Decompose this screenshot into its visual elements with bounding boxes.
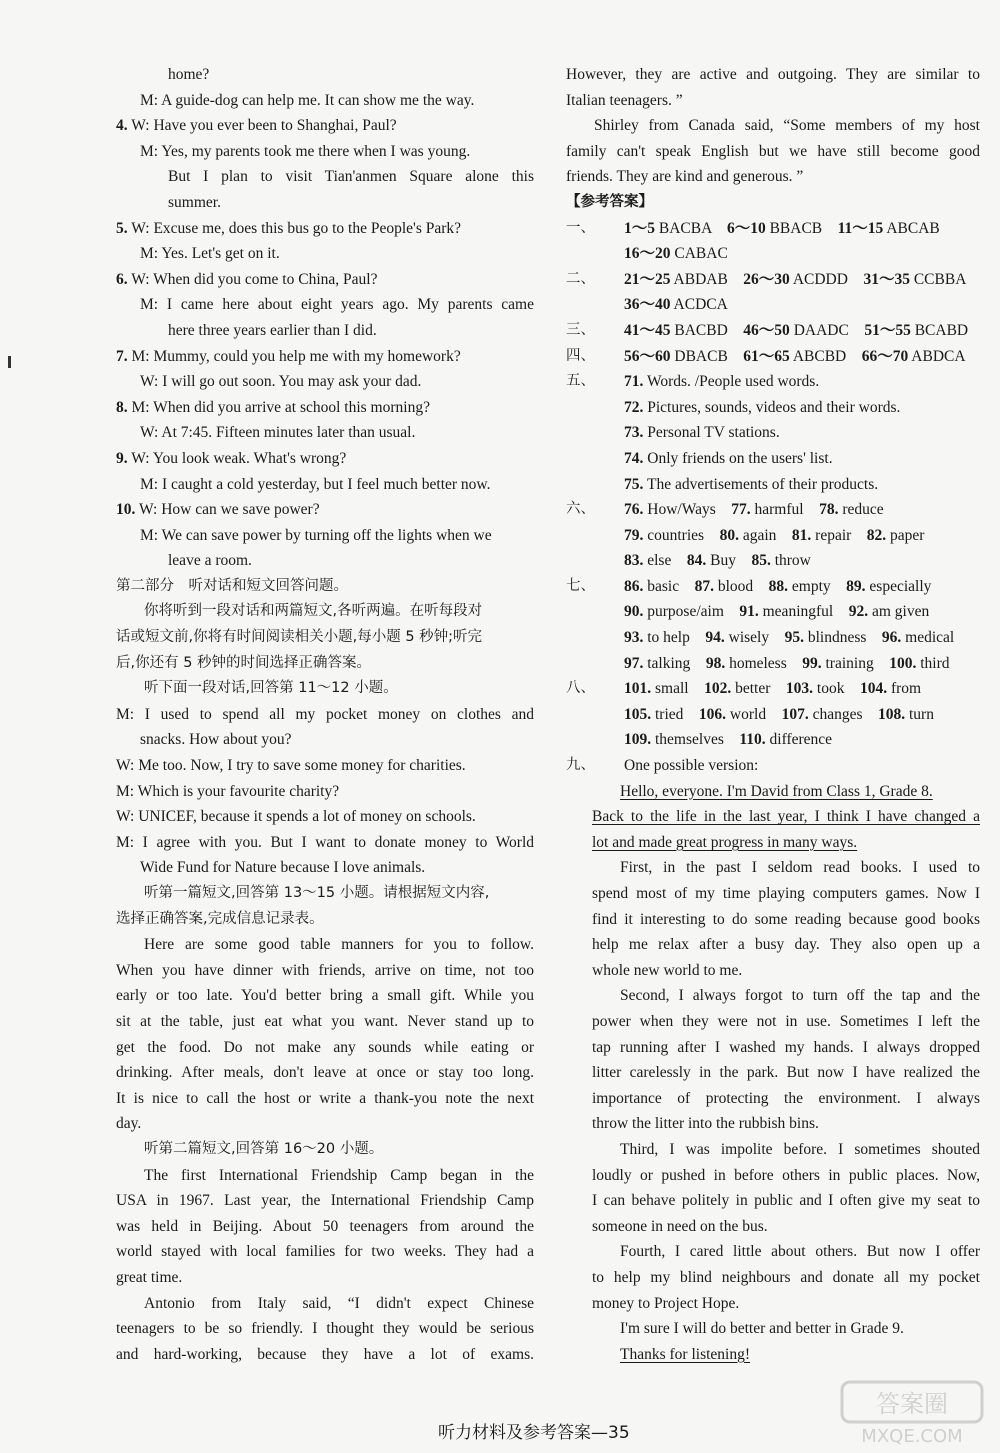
line-text: Shirley from Canada said, “Some members of my host <box>594 117 980 135</box>
text-line <box>592 804 980 830</box>
answer-row <box>566 599 980 625</box>
answer-row <box>566 292 980 318</box>
section-number: 二、 <box>566 270 595 287</box>
text-line <box>116 369 534 395</box>
section-number <box>566 548 624 574</box>
line-text: M: I caught a cold yesterday, but I feel much better now. <box>140 475 491 493</box>
answer-row <box>566 369 980 395</box>
line-text: spend most of my time playing computers games. Now I <box>592 885 980 902</box>
text-line <box>592 779 980 805</box>
line-text: importance of protecting the environment. I always <box>592 1089 980 1107</box>
answer-row <box>566 344 980 370</box>
answer-items: 86. basic 87. blood 88. empty 89. especially <box>624 577 932 595</box>
line-text: world stayed with local families for two weeks. They had a <box>116 1243 534 1261</box>
text-line <box>116 113 534 139</box>
line-text: M: Yes. Let's get on it. <box>140 245 280 263</box>
text-line <box>116 1291 534 1317</box>
section-number <box>566 292 624 318</box>
text-line <box>116 779 534 805</box>
text-line <box>592 1137 980 1163</box>
text-line <box>592 1265 980 1291</box>
line-text: 第二部分 听对话和短文回答问题。 <box>116 577 348 594</box>
line-text: money to Project Hope. <box>592 1294 740 1312</box>
left-column <box>116 62 534 1367</box>
line-text: M: I used to spend all my pocket money on clothes and <box>116 705 534 723</box>
text-line <box>116 907 534 933</box>
answer-items: 83. else 84. Buy 85. throw <box>624 552 811 570</box>
answer-row <box>566 548 980 574</box>
answer-row <box>566 625 980 651</box>
answer-items: 109. themselves 110. difference <box>624 731 833 749</box>
section-number <box>566 599 624 625</box>
line-text: day. <box>116 1115 142 1133</box>
text-line <box>116 932 534 958</box>
line-text: 听下面一段对话,回答第 11～12 小题。 <box>144 680 398 697</box>
line-text: here three years earlier than I did. <box>168 321 377 339</box>
text-line <box>116 1086 534 1112</box>
question-number: 4. <box>116 117 128 135</box>
text-line <box>592 958 980 984</box>
line-text: M: I agree with you. But I want to donate money to World <box>116 833 534 851</box>
line-text: Wide Fund for Nature because I love animals. <box>140 859 426 877</box>
watermark-logo <box>840 1378 990 1448</box>
line-text: M: We can save power by turning off the lights when we <box>140 526 492 544</box>
section-number: 九、 <box>566 757 595 774</box>
section-number: 八、 <box>566 680 595 697</box>
text-line <box>116 1163 534 1189</box>
text-line <box>592 1111 980 1137</box>
sample-essay <box>566 779 980 1368</box>
answer-items: 41～45 BACBD 46～50 DAADC 51～55 BCABD <box>624 321 969 339</box>
text-line <box>116 702 534 728</box>
line-text: help me relax after a busy day. They also open up a <box>592 936 980 954</box>
text-line <box>116 1342 534 1368</box>
line-text: M: Which is your favourite charity? <box>116 782 340 800</box>
line-text: Back to the life in the last year, I think I have changed a <box>592 808 980 826</box>
answer-items: 71. Words. /People used words. <box>624 373 820 391</box>
answer-row <box>566 702 980 728</box>
text-line <box>116 1316 534 1342</box>
question-number: 5. <box>116 219 128 237</box>
text-line <box>592 1009 980 1035</box>
line-text: W: Have you ever been to Shanghai, Paul? <box>127 117 397 135</box>
answer-items: One possible version: <box>624 757 759 775</box>
line-text: Hello, everyone. I'm David from Class 1, Grade 8. <box>620 782 933 800</box>
question-number: 6. <box>116 270 128 288</box>
text-line <box>592 1086 980 1112</box>
line-text: M: Mummy, could you help me with my homework? <box>127 347 461 365</box>
text-line <box>592 1342 980 1368</box>
line-text: 听第二篇短文,回答第 16～20 小题。 <box>144 1140 384 1157</box>
line-text: W: UNICEF, because it spends a lot of money on schools. <box>116 808 476 826</box>
text-line <box>592 881 980 907</box>
text-line <box>116 1137 534 1163</box>
line-text: Italian teenagers. ” <box>566 91 683 109</box>
line-text: W: How can we save power? <box>135 501 320 519</box>
line-text: First, in the past I seldom read books. I used to <box>620 859 980 877</box>
text-line <box>116 958 534 984</box>
text-line <box>116 216 534 242</box>
svg-text:MXQE.COM: MXQE.COM <box>861 1426 963 1447</box>
text-line <box>116 983 534 1009</box>
text-line <box>116 1035 534 1061</box>
answer-items: 101. small 102. better 103. took 104. from <box>624 680 922 698</box>
line-text: 后,你还有 5 秒钟的时间选择正确答案。 <box>116 654 372 671</box>
answer-key <box>566 216 980 779</box>
section-number <box>566 651 624 677</box>
line-text: 话或短文前,你将有时间阅读相关小题,每小题 5 秒钟;听完 <box>116 629 483 646</box>
section-number: 六、 <box>566 501 595 518</box>
line-text: M: A guide-dog can help me. It can show me the way. <box>140 91 475 109</box>
question-number: 9. <box>116 449 128 467</box>
line-text: whole new world to me. <box>592 961 743 979</box>
line-text: early or too late. You'd better bring a small gift. While you <box>116 987 534 1005</box>
line-text: W: You look weak. What's wrong? <box>127 449 347 467</box>
text-line <box>592 830 980 856</box>
line-text: home? <box>168 66 210 83</box>
text-line <box>566 88 980 114</box>
section-number: 七、 <box>566 577 595 594</box>
line-text: throw the litter into the rubbish bins. <box>592 1115 819 1133</box>
text-line <box>116 344 534 370</box>
listening-text-continued <box>566 62 980 190</box>
line-text: M: I came here about eight years ago. My parents came <box>140 296 534 314</box>
text-line <box>116 830 534 856</box>
answer-row <box>566 446 980 472</box>
answer-row <box>566 727 980 753</box>
section-number <box>566 472 624 498</box>
question-number: 8. <box>116 398 128 416</box>
line-text: get the food. Do not make any sounds while eating or <box>116 1038 534 1056</box>
margin-mark <box>8 356 11 368</box>
text-line <box>116 651 534 677</box>
answer-items: 105. tried 106. world 107. changes 108. turn <box>624 705 934 723</box>
answer-items: 90. purpose/aim 91. meaningful 92. am given <box>624 603 930 621</box>
line-text: tap running after I washed my hands. I always dropped <box>592 1038 980 1056</box>
line-text: loudly or pushed in before others in public places. Now, <box>592 1166 980 1184</box>
line-text: to help my blind neighbours and donate all my pocket <box>592 1268 980 1286</box>
line-text: W: When did you come to China, Paul? <box>127 270 378 288</box>
text-line <box>116 676 534 702</box>
line-text: However, they are active and outgoing. They are similar to <box>566 66 980 83</box>
answer-items: 79. countries 80. again 81. repair 82. paper <box>624 526 925 544</box>
line-text: It is nice to call the host or write a thank-you note the next <box>116 1089 534 1107</box>
answer-items: 36～40 ACDCA <box>624 296 728 314</box>
question-number: 7. <box>116 347 128 365</box>
line-text: M: When did you arrive at school this morning? <box>127 398 430 416</box>
section-number <box>566 395 624 421</box>
page-footer: 听力材料及参考答案—35 <box>438 1423 630 1443</box>
text-line <box>592 1060 980 1086</box>
line-text: family can't speak English but we have still become good <box>566 142 980 160</box>
line-text: great time. <box>116 1268 183 1286</box>
text-line <box>116 88 534 114</box>
section-number: 一、 <box>566 219 595 236</box>
text-line <box>116 1111 534 1137</box>
text-line <box>592 983 980 1009</box>
line-text: W: At 7:45. Fifteen minutes later than usual. <box>140 424 416 442</box>
line-text: 你将听到一段对话和两篇短文,各听两遍。在听每段对 <box>144 603 483 620</box>
answer-row <box>566 651 980 677</box>
section-number <box>566 727 624 753</box>
line-text: find it interesting to do some reading because good books <box>592 910 980 928</box>
line-text: was held in Beijing. About 50 teenagers from around the <box>116 1217 534 1235</box>
line-text: litter carelessly in the park. But now I have realized the <box>592 1064 980 1082</box>
line-text: sit at the table, just eat what you want. Never stand up to <box>116 1012 534 1030</box>
text-line <box>116 420 534 446</box>
answer-row <box>566 497 980 523</box>
section-number <box>566 446 624 472</box>
answer-items: 76. How/Ways 77. harmful 78. reduce <box>624 501 884 519</box>
question-number: 10. <box>116 501 136 519</box>
answer-row <box>566 523 980 549</box>
answer-row <box>566 395 980 421</box>
line-text: power when they were not in use. Sometimes I left the <box>592 1012 980 1030</box>
text-line <box>566 164 980 190</box>
line-text: leave a room. <box>168 552 252 570</box>
section-number: 四、 <box>566 347 595 364</box>
line-text: W: Me too. Now, I try to save some money for charities. <box>116 757 466 775</box>
line-text: Antonio from Italy said, “I didn't expect Chinese <box>144 1294 534 1312</box>
line-text: teenagers to be so friendly. I thought they would be serious <box>116 1320 534 1338</box>
text-line <box>116 1009 534 1035</box>
text-line <box>116 548 534 574</box>
section-number <box>566 523 624 549</box>
text-line <box>116 727 534 753</box>
answer-row <box>566 472 980 498</box>
line-text: 听第一篇短文,回答第 13～15 小题。请根据短文内容, <box>144 885 490 901</box>
text-line <box>116 625 534 651</box>
answer-items: 56～60 DBACB 61～65 ABCBD 66～70 ABDCA <box>624 347 966 365</box>
line-text: lot and made great progress in many ways. <box>592 833 858 851</box>
line-text: W: Excuse me, does this bus go to the People's Park? <box>127 219 462 237</box>
answer-row <box>566 241 980 267</box>
answer-row <box>566 318 980 344</box>
text-line <box>566 139 980 165</box>
text-line <box>116 574 534 600</box>
text-line <box>116 881 534 907</box>
text-line <box>116 1060 534 1086</box>
text-line <box>592 1291 980 1317</box>
text-line <box>116 318 534 344</box>
text-line <box>116 497 534 523</box>
text-line <box>592 855 980 881</box>
text-line <box>592 932 980 958</box>
text-line <box>116 190 534 216</box>
text-line <box>116 855 534 881</box>
answer-row <box>566 676 980 702</box>
text-line <box>116 753 534 779</box>
text-line <box>592 1239 980 1265</box>
answer-row <box>566 420 980 446</box>
text-line <box>116 62 534 88</box>
text-line <box>592 1188 980 1214</box>
text-line <box>116 292 534 318</box>
answer-items: 93. to help 94. wisely 95. blindness 96. medical <box>624 629 955 647</box>
text-line <box>116 267 534 293</box>
line-text: W: I will go out soon. You may ask your dad. <box>140 373 422 391</box>
text-line <box>592 1214 980 1240</box>
answers-header: 【参考答案】 <box>566 193 653 210</box>
answer-row <box>566 216 980 242</box>
line-text: The first International Friendship Camp began in the <box>144 1166 534 1184</box>
answer-items: 16～20 CABAC <box>624 245 728 263</box>
line-text: I'm sure I will do better and better in Grade 9. <box>620 1320 904 1338</box>
section-number: 三、 <box>566 321 595 338</box>
line-text: someone in need on the bus. <box>592 1217 768 1235</box>
line-text: M: Yes, my parents took me there when I was young. <box>140 142 471 160</box>
line-text: summer. <box>168 193 221 211</box>
text-line <box>116 599 534 625</box>
section-number <box>566 702 624 728</box>
line-text: and hard-working, because they have a lot of exams. <box>116 1345 534 1363</box>
answer-row <box>566 574 980 600</box>
text-line <box>116 804 534 830</box>
line-text: USA in 1967. Last year, the International Friendship Camp <box>116 1192 534 1210</box>
text-line <box>116 241 534 267</box>
line-text: 选择正确答案,完成信息记录表。 <box>116 910 324 927</box>
answer-row <box>566 753 980 779</box>
answer-row <box>566 267 980 293</box>
line-text: But I plan to visit Tian'anmen Square alone this <box>168 168 534 186</box>
text-line <box>116 523 534 549</box>
answer-items: 1～5 BACBA 6～10 BBACB 11～15 ABCAB <box>624 219 940 237</box>
section-number <box>566 420 624 446</box>
right-column <box>566 62 980 1367</box>
answer-items: 97. talking 98. homeless 99. training 100. third <box>624 654 950 672</box>
text-line <box>116 446 534 472</box>
svg-text:答案圈: 答案圈 <box>876 1390 948 1418</box>
text-line <box>116 395 534 421</box>
text-line <box>592 1035 980 1061</box>
answer-items: 73. Personal TV stations. <box>624 424 780 442</box>
line-text: I can behave politely in public and I often give my seat to <box>592 1192 980 1210</box>
text-line <box>116 1188 534 1214</box>
line-text: Third, I was impolite before. I sometimes shouted <box>620 1140 980 1158</box>
text-line <box>116 139 534 165</box>
text-line <box>592 907 980 933</box>
text-line <box>566 113 980 139</box>
text-line <box>116 1265 534 1291</box>
text-line <box>116 1239 534 1265</box>
answer-items: 21～25 ABDAB 26～30 ACDDD 31～35 CCBBA <box>624 270 967 288</box>
answer-items: 74. Only friends on the users' list. <box>624 449 833 467</box>
answer-items: 72. Pictures, sounds, videos and their words. <box>624 398 901 416</box>
line-text: Fourth, I cared little about others. But now I offer <box>620 1243 980 1261</box>
line-text: drinking. After meals, don't leave at once or stay too long. <box>116 1064 534 1082</box>
line-text: snacks. How about you? <box>140 731 292 749</box>
text-line <box>116 164 534 190</box>
text-line <box>116 472 534 498</box>
line-text: friends. They are kind and generous. ” <box>566 168 804 186</box>
line-text: Second, I always forgot to turn off the tap and the <box>620 987 980 1005</box>
text-line <box>592 1316 980 1342</box>
text-line <box>566 62 980 88</box>
text-line <box>116 1214 534 1240</box>
section-number: 五、 <box>566 373 595 390</box>
answer-items: 75. The advertisements of their products. <box>624 475 879 493</box>
text-line <box>592 1163 980 1189</box>
line-text: Here are some good table manners for you to follow. <box>144 936 534 954</box>
line-text: Thanks for listening! <box>620 1345 751 1363</box>
section-number <box>566 625 624 651</box>
section-number <box>566 241 624 267</box>
line-text: When you have dinner with friends, arrive on time, not too <box>116 961 534 979</box>
